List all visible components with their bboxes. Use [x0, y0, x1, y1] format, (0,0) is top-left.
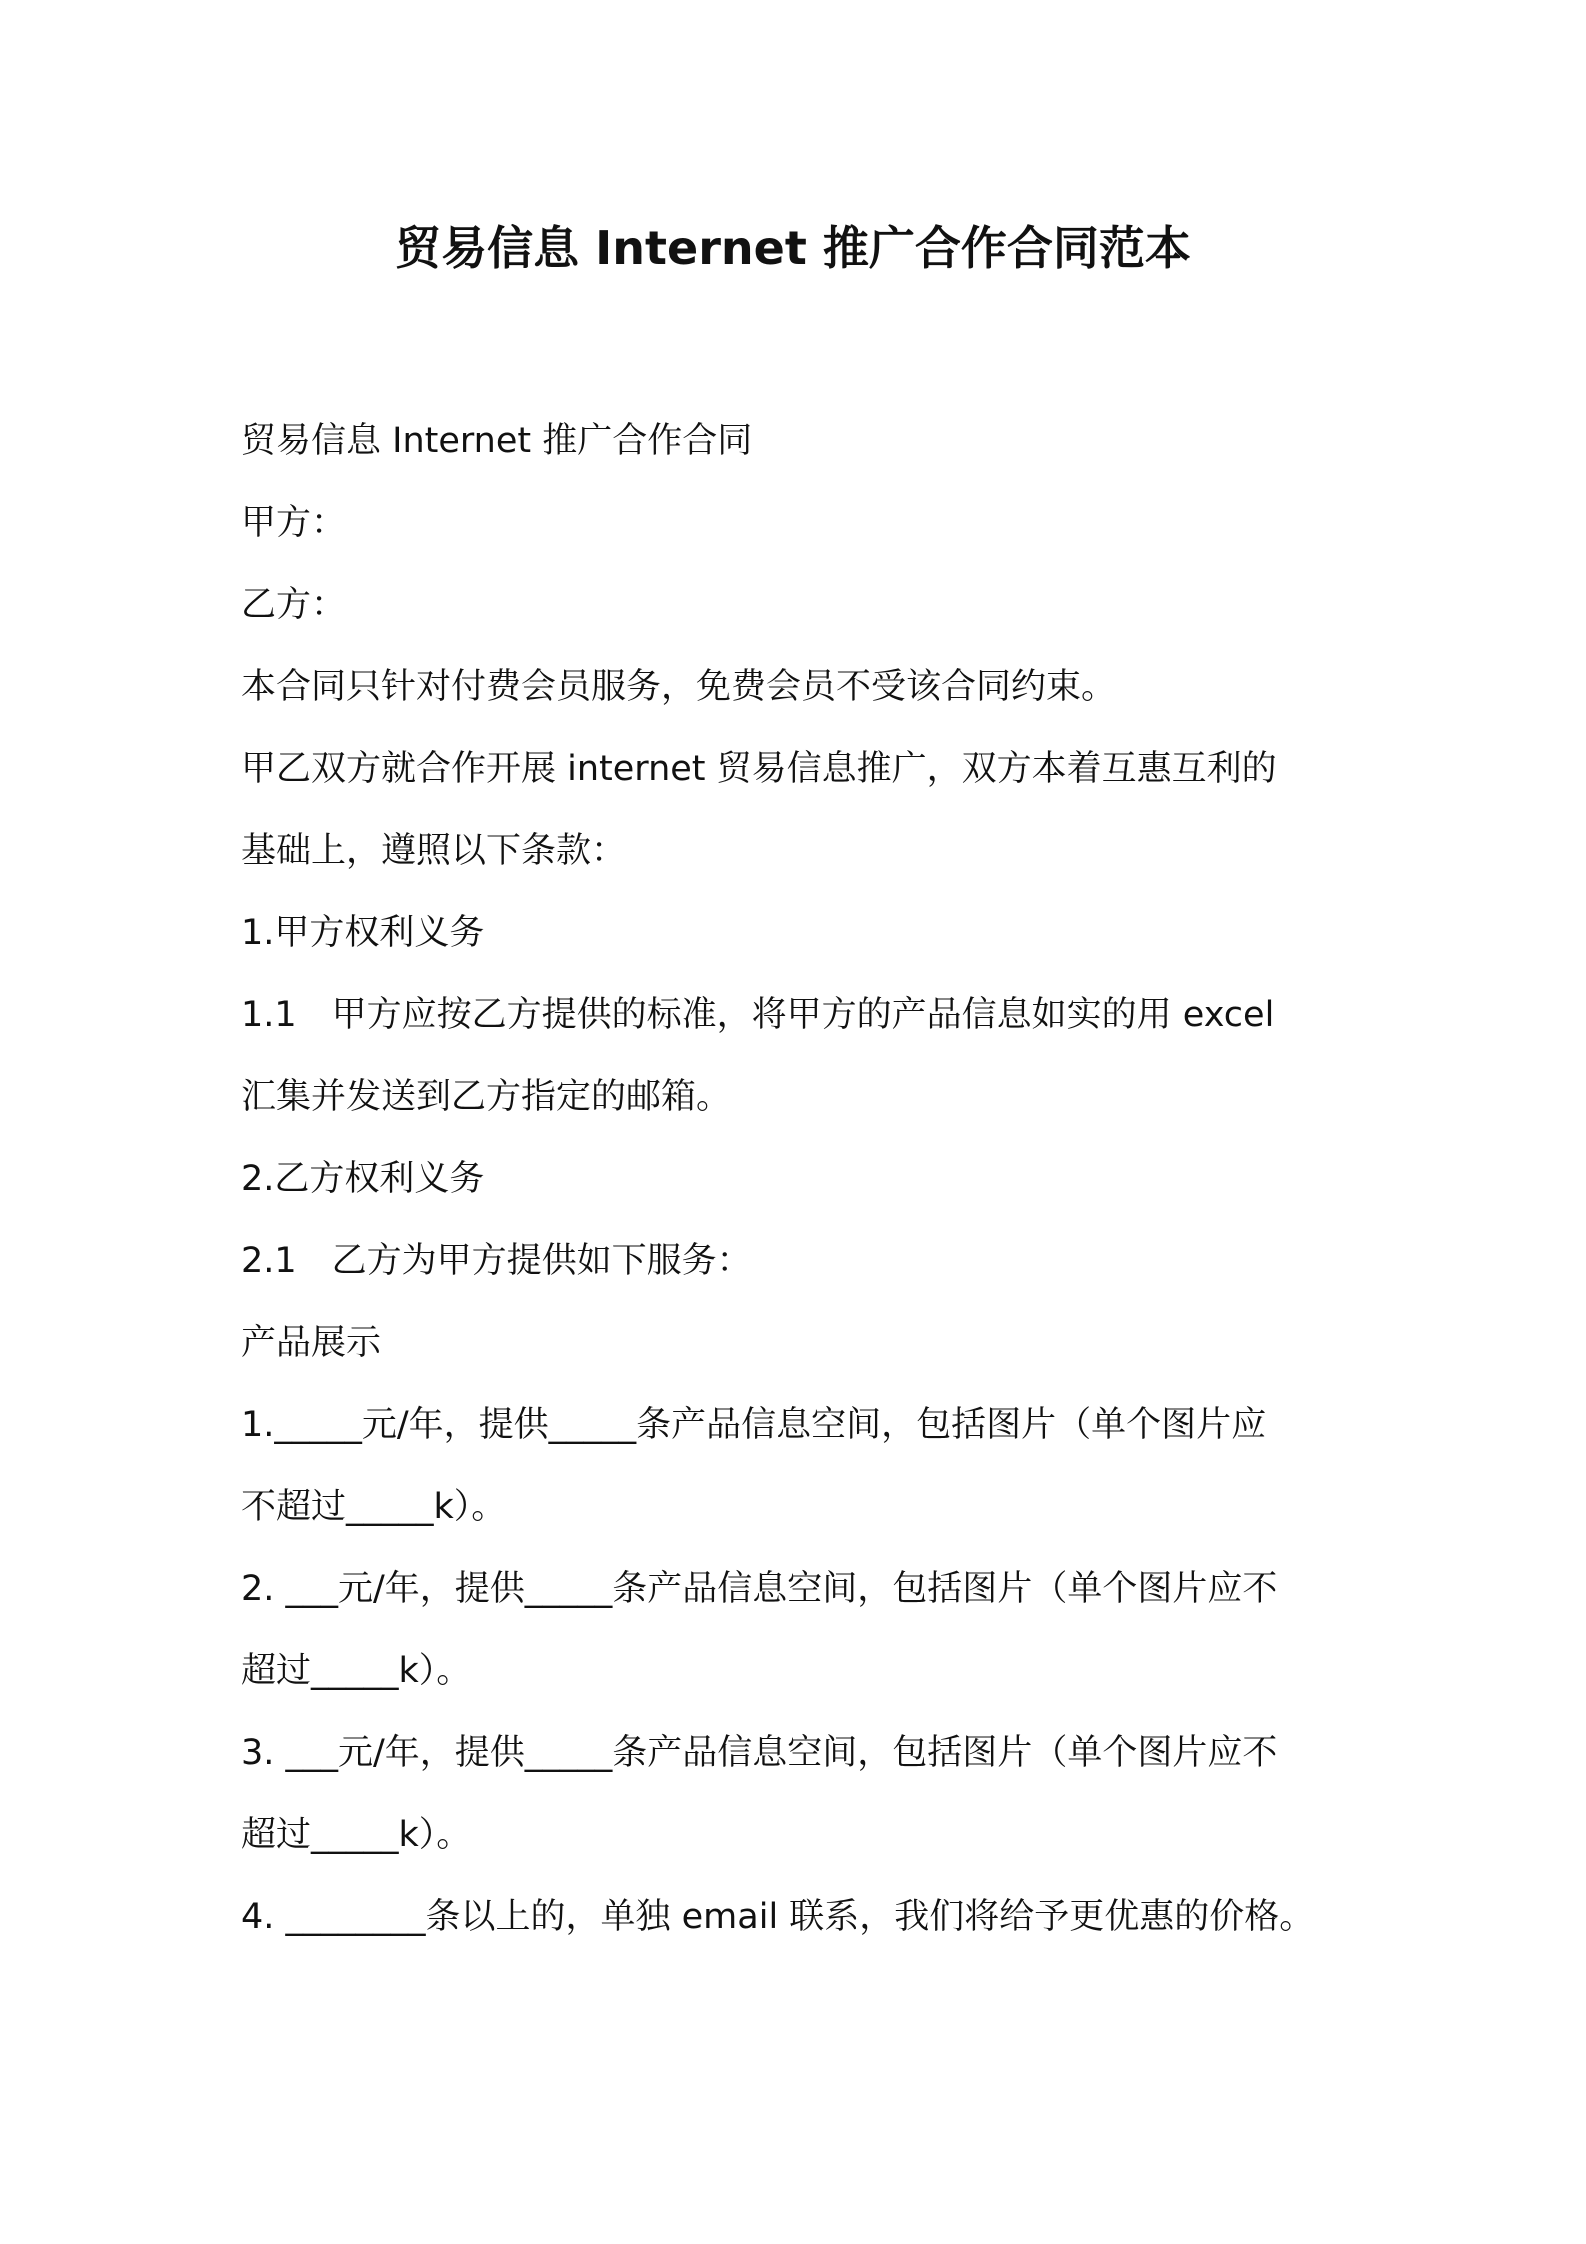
plan-1-line-2: 不超过_____k）。	[241, 1487, 507, 1527]
plan-1-line-1: 1._____元/年，提供_____条产品信息空间，包括图片（单个图片应	[241, 1405, 1267, 1445]
party-a-line: 甲方：	[241, 503, 347, 543]
product-display-heading: 产品展示	[241, 1323, 382, 1363]
clause-2-1: 2.1 乙方为甲方提供如下服务：	[241, 1241, 752, 1281]
contract-heading: 贸易信息 Internet 推广合作合同	[241, 421, 753, 461]
section-1-heading: 1.甲方权利义务	[241, 913, 485, 953]
scope-note: 本合同只针对付费会员服务，免费会员不受该合同约束。	[241, 667, 1117, 707]
plan-4-line: 4. ________条以上的，单独 email 联系，我们将给予更优惠的价格。	[241, 1897, 1315, 1937]
plan-3-line-1: 3. ___元/年，提供_____条产品信息空间，包括图片（单个图片应不	[241, 1733, 1278, 1773]
party-b-line: 乙方：	[241, 585, 347, 625]
document-body	[241, 400, 1353, 1958]
plan-2-line-2: 超过_____k）。	[241, 1651, 472, 1691]
document-title: 贸易信息 Internet 推广合作合同范本	[395, 221, 1191, 275]
clause-1-1-line-1: 1.1 甲方应按乙方提供的标准，将甲方的产品信息如实的用 excel	[241, 995, 1275, 1035]
preamble-line-1: 甲乙双方就合作开展 internet 贸易信息推广，双方本着互惠互利的	[241, 749, 1277, 789]
plan-2-line-1: 2. ___元/年，提供_____条产品信息空间，包括图片（单个图片应不	[241, 1569, 1278, 1609]
plan-3-line-2: 超过_____k）。	[241, 1815, 472, 1855]
clause-1-1-line-2: 汇集并发送到乙方指定的邮箱。	[241, 1077, 732, 1117]
section-2-heading: 2.乙方权利义务	[241, 1159, 485, 1199]
preamble-line-2: 基础上，遵照以下条款：	[241, 831, 627, 871]
